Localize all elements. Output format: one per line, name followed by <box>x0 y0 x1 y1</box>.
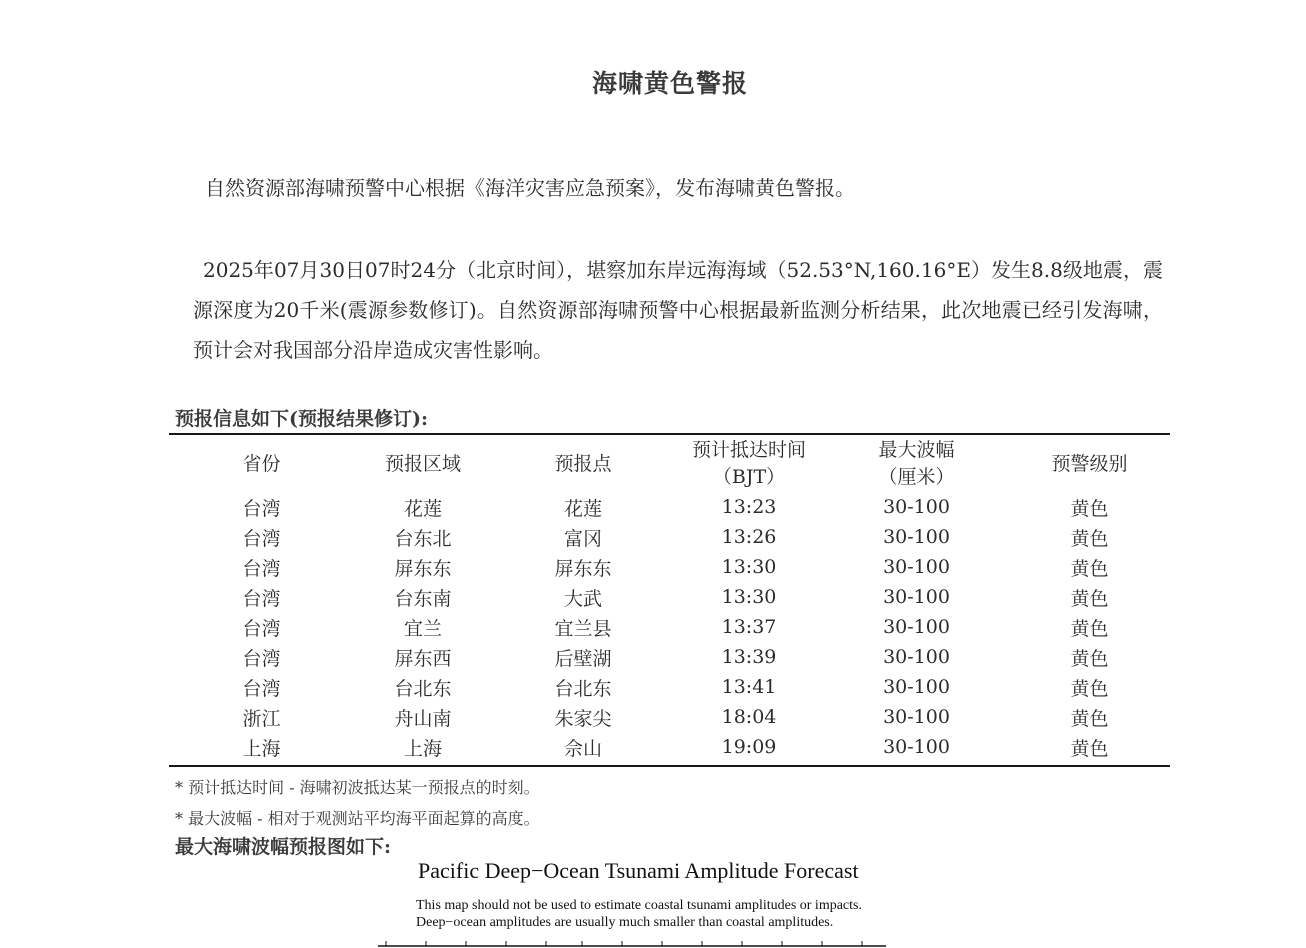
table-top-rule <box>169 433 1170 435</box>
cell-point: 佘山 <box>563 737 602 760</box>
cell-level: 黄色 <box>1070 707 1109 730</box>
cell-level: 黄色 <box>1070 737 1109 760</box>
cell-amplitude: 30-100 <box>883 676 950 698</box>
cell-amplitude: 30-100 <box>883 706 950 728</box>
cell-region: 屏东东 <box>394 557 452 580</box>
map-title: Pacific Deep−Ocean Tsunami Amplitude Forecast <box>418 858 859 883</box>
cell-amplitude: 30-100 <box>883 646 950 668</box>
cell-point: 宜兰县 <box>554 617 612 640</box>
cell-level: 黄色 <box>1070 527 1109 550</box>
cell-province: 台湾 <box>242 677 281 700</box>
cell-time: 19:09 <box>721 736 777 758</box>
cell-province: 台湾 <box>242 497 281 520</box>
table-bottom-rule <box>169 765 1170 767</box>
cell-region: 花莲 <box>403 497 442 520</box>
cell-level: 黄色 <box>1070 617 1109 640</box>
cell-point: 台北东 <box>554 677 612 700</box>
table-row <box>169 612 1170 642</box>
cell-time: 13:30 <box>721 556 777 578</box>
footnote-max-amplitude: * 最大波幅 - 相对于观测站平均海平面起算的高度。 <box>175 809 540 828</box>
map-disclaimer-line2: Deep−ocean amplitudes are usually much smaller than coastal amplitudes. <box>416 915 834 930</box>
table-row <box>169 642 1170 672</box>
table-row <box>169 582 1170 612</box>
forecast-table <box>169 436 1170 762</box>
footnote-arrival-time: * 预计抵达时间 - 海啸初波抵达某一预报点的时刻。 <box>175 778 540 797</box>
cell-amplitude: 30-100 <box>883 616 950 638</box>
cell-level: 黄色 <box>1070 497 1109 520</box>
header-point: 预报点 <box>554 452 612 475</box>
cell-amplitude: 30-100 <box>883 586 950 608</box>
cell-province: 台湾 <box>242 647 281 670</box>
cell-region: 舟山南 <box>394 707 452 730</box>
cell-time: 13:41 <box>721 676 777 698</box>
cell-level: 黄色 <box>1070 587 1109 610</box>
forecast-heading: 预报信息如下(预报结果修订): <box>175 408 428 430</box>
cell-region: 台北东 <box>394 677 452 700</box>
cell-region: 屏东西 <box>394 647 452 670</box>
page-title: 海啸黄色警报 <box>591 69 748 98</box>
table-row <box>169 732 1170 762</box>
cell-level: 黄色 <box>1070 557 1109 580</box>
cell-province: 台湾 <box>242 617 281 640</box>
cell-point: 朱家尖 <box>554 707 612 730</box>
cell-province: 浙江 <box>242 707 281 730</box>
cell-time: 13:39 <box>721 646 777 668</box>
table-header-row <box>169 436 1170 492</box>
cell-level: 黄色 <box>1070 677 1109 700</box>
map-heading: 最大海啸波幅预报图如下: <box>175 836 392 858</box>
table-row <box>169 672 1170 702</box>
cell-point: 花莲 <box>563 497 602 520</box>
table-row <box>169 702 1170 732</box>
header-max-amplitude: 最大波幅 （厘米） <box>878 439 955 488</box>
header-warning-level: 预警级别 <box>1051 452 1128 475</box>
cell-province: 台湾 <box>242 587 281 610</box>
header-arrival-time: 预计抵达时间 （BJT） <box>691 439 806 488</box>
cell-point: 屏东东 <box>554 557 612 580</box>
cell-province: 台湾 <box>242 557 281 580</box>
cell-region: 台东南 <box>394 587 452 610</box>
cell-time: 13:23 <box>721 496 777 518</box>
cell-time: 13:30 <box>721 586 777 608</box>
cell-level: 黄色 <box>1070 647 1109 670</box>
cell-point: 后壁湖 <box>554 647 612 670</box>
cell-time: 13:37 <box>721 616 777 638</box>
cell-region: 宜兰 <box>403 617 442 640</box>
cell-province: 台湾 <box>242 527 281 550</box>
cell-point: 大武 <box>563 587 602 610</box>
cell-amplitude: 30-100 <box>883 496 950 518</box>
cell-time: 13:26 <box>721 526 777 548</box>
cell-time: 18:04 <box>721 706 777 728</box>
cell-province: 上海 <box>242 737 281 760</box>
intro-paragraph: 自然资源部海啸预警中心根据《海洋灾害应急预案》，发布海啸黄色警报。 <box>205 176 855 200</box>
cell-amplitude: 30-100 <box>883 556 950 578</box>
cell-region: 台东北 <box>394 527 452 550</box>
cell-region: 上海 <box>403 737 442 760</box>
cell-amplitude: 30-100 <box>883 736 950 758</box>
table-row <box>169 522 1170 552</box>
cell-amplitude: 30-100 <box>883 526 950 548</box>
header-province: 省份 <box>242 452 281 475</box>
table-row <box>169 492 1170 522</box>
map-disclaimer-line1: This map should not be used to estimate coastal tsunami amplitudes or impacts. <box>416 898 862 913</box>
map-frame-top-edge <box>378 938 886 948</box>
header-region: 预报区域 <box>384 452 461 475</box>
table-row <box>169 552 1170 582</box>
cell-point: 富冈 <box>563 527 602 550</box>
event-paragraph: 2025年07月30日07时24分（北京时间），堪察加东岸远海海域（52.53°N,160.16°E）发生8.8级地震，震源深度为20千米(震源参数修订)。自然资源部海啸预警中心根据最新监测分析结果，此次地震已经引发海啸，预计会对我国部分沿岸造成灾害性影响。 <box>193 258 1163 362</box>
